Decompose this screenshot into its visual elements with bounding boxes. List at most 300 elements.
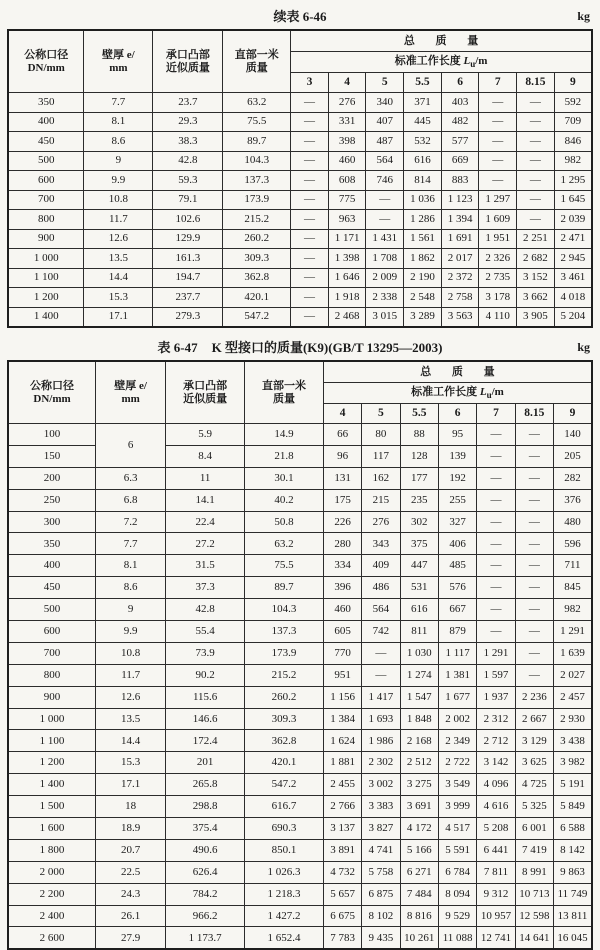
dn-cell: 1 500 (8, 796, 96, 818)
header-working-length (291, 52, 592, 73)
value-cell: 485 (438, 555, 476, 577)
value-cell: — (515, 599, 553, 621)
table-row (8, 190, 592, 210)
value-cell: 10.8 (96, 642, 166, 664)
value-cell: 161.3 (153, 249, 223, 269)
value-cell: 2 667 (515, 708, 553, 730)
value-cell: 140 (554, 424, 592, 446)
value-cell: 11 749 (554, 883, 592, 905)
value-cell: 2 338 (366, 288, 404, 308)
value-cell: 6 675 (323, 905, 361, 927)
value-cell: 6 271 (400, 861, 438, 883)
value-cell: — (515, 445, 553, 467)
length-tick: 9 (554, 404, 592, 424)
length-tick: 8.15 (517, 73, 555, 93)
value-cell: 2 722 (438, 752, 476, 774)
value-cell: — (479, 93, 517, 113)
value-cell: 42.8 (153, 151, 223, 171)
value-cell: 4 517 (438, 818, 476, 840)
header-nominal-diameter (8, 361, 96, 424)
value-cell: — (515, 642, 553, 664)
value-cell: — (477, 445, 515, 467)
table1-title: 续表 6-46 (273, 9, 327, 24)
dn-cell: 1 100 (8, 268, 84, 288)
value-cell: 362.8 (223, 268, 291, 288)
value-cell: 260.2 (223, 229, 291, 249)
value-cell: 2 302 (362, 752, 400, 774)
value-cell: 8.4 (166, 445, 245, 467)
value-cell: — (515, 533, 553, 555)
dn-cell: 2 000 (8, 861, 96, 883)
value-cell: 14.9 (245, 424, 324, 446)
value-cell: — (479, 151, 517, 171)
value-cell: 131 (323, 467, 361, 489)
value-cell: 50.8 (245, 511, 324, 533)
value-cell: 177 (400, 467, 438, 489)
value-cell: 1 639 (554, 642, 592, 664)
dn-cell: 2 200 (8, 883, 96, 905)
dn-cell: 800 (8, 664, 96, 686)
value-cell: — (366, 210, 404, 230)
length-tick: 5.5 (400, 404, 438, 424)
value-cell: 1 417 (362, 686, 400, 708)
value-cell: 265.8 (166, 774, 245, 796)
value-cell: 235 (400, 489, 438, 511)
value-cell: 3 691 (400, 796, 438, 818)
value-cell: — (515, 511, 553, 533)
value-cell: 2 471 (554, 229, 592, 249)
value-cell: — (291, 171, 329, 191)
value-cell: — (517, 171, 555, 191)
value-cell: — (291, 210, 329, 230)
table-row (8, 533, 592, 555)
value-cell: 1 609 (479, 210, 517, 230)
table-row (8, 730, 592, 752)
value-cell: 376 (554, 489, 592, 511)
value-cell: 90.2 (166, 664, 245, 686)
value-cell: 616 (404, 151, 442, 171)
value-cell: 4 725 (515, 774, 553, 796)
value-cell: 302 (400, 511, 438, 533)
table-row (8, 424, 592, 446)
table2-unit-kg: kg (577, 340, 590, 354)
value-cell: 80 (362, 424, 400, 446)
value-cell: 255 (438, 489, 476, 511)
value-cell: 2 002 (438, 708, 476, 730)
dn-cell: 500 (8, 599, 96, 621)
value-cell: 1 708 (366, 249, 404, 269)
table-row (8, 151, 592, 171)
value-cell: 30.1 (245, 467, 324, 489)
value-cell: 596 (554, 533, 592, 555)
value-cell: — (515, 424, 553, 446)
value-cell: 746 (366, 171, 404, 191)
value-cell: 192 (438, 467, 476, 489)
header-line: DN/mm (27, 61, 65, 74)
value-cell: 237.7 (153, 288, 223, 308)
value-cell: 1 951 (479, 229, 517, 249)
header-line: 壁厚 e/ (102, 48, 135, 61)
dn-cell: 350 (8, 533, 96, 555)
value-cell: 42.8 (166, 599, 245, 621)
header-line: mm (121, 392, 140, 405)
value-cell: 215 (362, 489, 400, 511)
value-cell: 9 (84, 151, 153, 171)
value-cell: 784.2 (166, 883, 245, 905)
value-cell: 5 204 (554, 307, 592, 327)
value-cell: 4 096 (477, 774, 515, 796)
value-cell: 29.3 (153, 112, 223, 132)
value-cell: 8 991 (515, 861, 553, 883)
value-cell: 9 529 (438, 905, 476, 927)
length-tick: 4 (323, 404, 361, 424)
header-socket-mass (166, 361, 245, 424)
value-cell: 8 142 (554, 839, 592, 861)
value-cell: 1 427.2 (245, 905, 324, 927)
dn-cell: 1 100 (8, 730, 96, 752)
table-row (8, 288, 592, 308)
value-cell: 6 441 (477, 839, 515, 861)
value-cell: 486 (362, 577, 400, 599)
dn-cell: 600 (8, 171, 84, 191)
header-line: 质量 (272, 392, 295, 405)
value-cell: 75.5 (245, 555, 324, 577)
value-cell: 12.6 (96, 686, 166, 708)
value-cell: 10 713 (515, 883, 553, 905)
value-cell: 845 (554, 577, 592, 599)
value-cell: 2 455 (323, 774, 361, 796)
dn-cell: 600 (8, 621, 96, 643)
table-row (8, 210, 592, 230)
value-cell: 963 (328, 210, 366, 230)
length-tick: 8.15 (515, 404, 553, 424)
value-cell: 3 563 (441, 307, 479, 327)
value-cell: 2 039 (554, 210, 592, 230)
value-cell: 3 905 (517, 307, 555, 327)
value-cell: 5 166 (400, 839, 438, 861)
length-tick: 6 (438, 404, 476, 424)
spacer (7, 328, 593, 336)
value-cell: 1 286 (404, 210, 442, 230)
value-cell: 17.1 (96, 774, 166, 796)
value-cell: 18.9 (96, 818, 166, 840)
value-cell: 3 438 (554, 730, 592, 752)
value-cell: — (291, 229, 329, 249)
value-cell: — (366, 190, 404, 210)
value-cell: 4 732 (323, 861, 361, 883)
table-row (8, 861, 592, 883)
value-cell: 201 (166, 752, 245, 774)
value-cell: 592 (554, 93, 592, 113)
table-row (8, 599, 592, 621)
value-cell: 460 (328, 151, 366, 171)
value-cell: 770 (323, 642, 361, 664)
value-cell: 577 (441, 132, 479, 152)
value-cell: 1 677 (438, 686, 476, 708)
length-subscript: u (486, 389, 492, 400)
header-row-1 (8, 30, 592, 52)
value-cell: 6.3 (96, 467, 166, 489)
value-cell: 13 811 (554, 905, 592, 927)
value-cell: 8 816 (400, 905, 438, 927)
value-cell: 2 349 (438, 730, 476, 752)
value-cell: 2 017 (441, 249, 479, 269)
value-cell: 879 (438, 621, 476, 643)
dn-cell: 700 (8, 190, 84, 210)
value-cell: 2 009 (366, 268, 404, 288)
value-cell: 531 (400, 577, 438, 599)
value-cell: — (517, 132, 555, 152)
value-cell: — (517, 151, 555, 171)
value-cell: 172.4 (166, 730, 245, 752)
value-cell: 1 295 (554, 171, 592, 191)
length-tick: 6 (441, 73, 479, 93)
value-cell: 173.9 (223, 190, 291, 210)
value-cell: 79.1 (153, 190, 223, 210)
value-cell: 21.8 (245, 445, 324, 467)
value-cell: 1 171 (328, 229, 366, 249)
header-line: 公称口径 (30, 379, 75, 392)
value-cell: 23.7 (153, 93, 223, 113)
value-cell: 27.2 (166, 533, 245, 555)
value-cell: 814 (404, 171, 442, 191)
value-cell: 22.4 (166, 511, 245, 533)
length-tick: 4 (328, 73, 366, 93)
value-cell: 334 (323, 555, 361, 577)
value-cell: 6.8 (96, 489, 166, 511)
length-tick: 9 (554, 73, 592, 93)
value-cell: 5 325 (515, 796, 553, 818)
value-cell: 20.7 (96, 839, 166, 861)
value-cell: — (517, 93, 555, 113)
value-cell: — (479, 171, 517, 191)
value-cell: 2 758 (441, 288, 479, 308)
value-cell: 175 (323, 489, 361, 511)
value-cell: 5.9 (166, 424, 245, 446)
dn-cell: 1 000 (8, 708, 96, 730)
value-cell: 11 (166, 467, 245, 489)
length-unit-text: /m (491, 385, 504, 398)
value-cell: 14.1 (166, 489, 245, 511)
value-cell: 447 (400, 555, 438, 577)
table1-caption (7, 6, 593, 27)
value-cell: 2 457 (554, 686, 592, 708)
value-cell: 608 (328, 171, 366, 191)
value-cell: 55.4 (166, 621, 245, 643)
header-line: 承口凸部 (165, 48, 210, 61)
value-cell: 9 312 (477, 883, 515, 905)
table-row (8, 229, 592, 249)
value-cell: 846 (554, 132, 592, 152)
dn-cell: 400 (8, 112, 84, 132)
value-cell: 117 (362, 445, 400, 467)
value-cell: 532 (404, 132, 442, 152)
value-cell: 331 (328, 112, 366, 132)
table-row (8, 927, 592, 949)
value-cell: 205 (554, 445, 592, 467)
table-row (8, 467, 592, 489)
dn-cell: 2 600 (8, 927, 96, 949)
value-cell: — (515, 621, 553, 643)
value-cell: 5 849 (554, 796, 592, 818)
value-cell: 2 682 (517, 249, 555, 269)
value-cell: — (477, 533, 515, 555)
value-cell: 6 001 (515, 818, 553, 840)
value-cell: 3 461 (554, 268, 592, 288)
value-cell: — (291, 288, 329, 308)
value-cell: 104.3 (223, 151, 291, 171)
value-cell: 1 036 (404, 190, 442, 210)
table-row (8, 905, 592, 927)
value-cell: — (291, 249, 329, 269)
header-line: 近似质量 (183, 392, 228, 405)
value-cell: 445 (404, 112, 442, 132)
value-cell: 4 172 (400, 818, 438, 840)
value-cell: 1 918 (328, 288, 366, 308)
value-cell: 407 (366, 112, 404, 132)
value-cell: 15.3 (84, 288, 153, 308)
value-cell: 850.1 (245, 839, 324, 861)
dn-cell: 100 (8, 424, 96, 446)
length-tick: 7 (479, 73, 517, 93)
value-cell: 3 662 (517, 288, 555, 308)
value-cell: 966.2 (166, 905, 245, 927)
value-cell: — (517, 112, 555, 132)
value-cell: 1 173.7 (166, 927, 245, 949)
dn-cell: 900 (8, 229, 84, 249)
value-cell: 1 862 (404, 249, 442, 269)
value-cell: 1 431 (366, 229, 404, 249)
value-cell: 10 261 (400, 927, 438, 949)
value-cell: 14.4 (96, 730, 166, 752)
value-cell: 398 (328, 132, 366, 152)
value-cell: 26.1 (96, 905, 166, 927)
value-cell: 616.7 (245, 796, 324, 818)
value-cell: — (291, 93, 329, 113)
value-cell: 2 372 (441, 268, 479, 288)
value-cell: 605 (323, 621, 361, 643)
value-cell: 982 (554, 599, 592, 621)
dn-cell: 150 (8, 445, 96, 467)
value-cell: 3 142 (477, 752, 515, 774)
dn-cell: 450 (8, 132, 84, 152)
value-cell: 406 (438, 533, 476, 555)
value-cell: — (515, 664, 553, 686)
header-line: 近似质量 (165, 61, 210, 74)
value-cell: 9 863 (554, 861, 592, 883)
value-cell: 1 645 (554, 190, 592, 210)
dn-cell: 450 (8, 577, 96, 599)
value-cell: — (291, 190, 329, 210)
header-working-length (323, 383, 592, 404)
length-tick: 7 (477, 404, 515, 424)
header-line: 直部一米 (261, 379, 306, 392)
value-cell: 102.6 (153, 210, 223, 230)
dn-cell: 1 400 (8, 774, 96, 796)
value-cell: 409 (362, 555, 400, 577)
value-cell: 1 398 (328, 249, 366, 269)
value-cell: 371 (404, 93, 442, 113)
value-cell: 4 018 (554, 288, 592, 308)
dn-cell: 500 (8, 151, 84, 171)
value-cell: 146.6 (166, 708, 245, 730)
table-6-46-body (8, 93, 592, 328)
value-cell: 63.2 (245, 533, 324, 555)
table-row (8, 774, 592, 796)
value-cell: 420.1 (223, 288, 291, 308)
value-cell: — (477, 424, 515, 446)
value-cell: — (515, 577, 553, 599)
value-cell: — (291, 112, 329, 132)
value-cell: 2 766 (323, 796, 361, 818)
value-cell: 811 (400, 621, 438, 643)
table2-number: 表 6-47 (157, 340, 198, 355)
value-cell: 15.3 (96, 752, 166, 774)
value-cell: 139 (438, 445, 476, 467)
table-row (8, 708, 592, 730)
value-cell: 95 (438, 424, 476, 446)
value-cell: — (291, 151, 329, 171)
header-row-1 (8, 361, 592, 383)
header-total-mass: 总 质 量 (291, 30, 592, 52)
value-cell: 742 (362, 621, 400, 643)
value-cell: 9 (96, 599, 166, 621)
value-cell: — (515, 489, 553, 511)
value-cell: 8.1 (84, 112, 153, 132)
value-cell: 17.1 (84, 307, 153, 327)
length-label-text: 标准工作长度 (394, 54, 464, 67)
value-cell: 2 945 (554, 249, 592, 269)
value-cell: 10 957 (477, 905, 515, 927)
table-row (8, 249, 592, 269)
value-cell: 38.3 (153, 132, 223, 152)
value-cell: 1 624 (323, 730, 361, 752)
value-cell: — (477, 467, 515, 489)
value-cell: 5 758 (362, 861, 400, 883)
value-cell: 2 512 (400, 752, 438, 774)
value-cell: 3 982 (554, 752, 592, 774)
table-row (8, 664, 592, 686)
header-per-meter-mass (223, 30, 291, 93)
value-cell: 667 (438, 599, 476, 621)
value-cell: 1 156 (323, 686, 361, 708)
header-line: 质量 (245, 61, 268, 74)
value-cell: 6 875 (362, 883, 400, 905)
value-cell: 9 435 (362, 927, 400, 949)
value-cell: 1 026.3 (245, 861, 324, 883)
value-cell: 7 484 (400, 883, 438, 905)
value-cell: 7 783 (323, 927, 361, 949)
value-cell: 12 598 (515, 905, 553, 927)
value-cell: 547.2 (245, 774, 324, 796)
value-cell: 89.7 (223, 132, 291, 152)
header-wall-thickness (96, 361, 166, 424)
header-per-meter-mass (245, 361, 324, 424)
dn-cell: 900 (8, 686, 96, 708)
length-tick: 3 (291, 73, 329, 93)
value-cell: 3 891 (323, 839, 361, 861)
dn-cell: 200 (8, 467, 96, 489)
value-cell: 1 291 (554, 621, 592, 643)
value-cell: 1 123 (441, 190, 479, 210)
value-cell: 1 597 (477, 664, 515, 686)
value-cell: 375.4 (166, 818, 245, 840)
value-cell: 89.7 (245, 577, 324, 599)
value-cell: 24.3 (96, 883, 166, 905)
value-cell: 1 547 (400, 686, 438, 708)
value-cell: 276 (362, 511, 400, 533)
value-cell: 73.9 (166, 642, 245, 664)
